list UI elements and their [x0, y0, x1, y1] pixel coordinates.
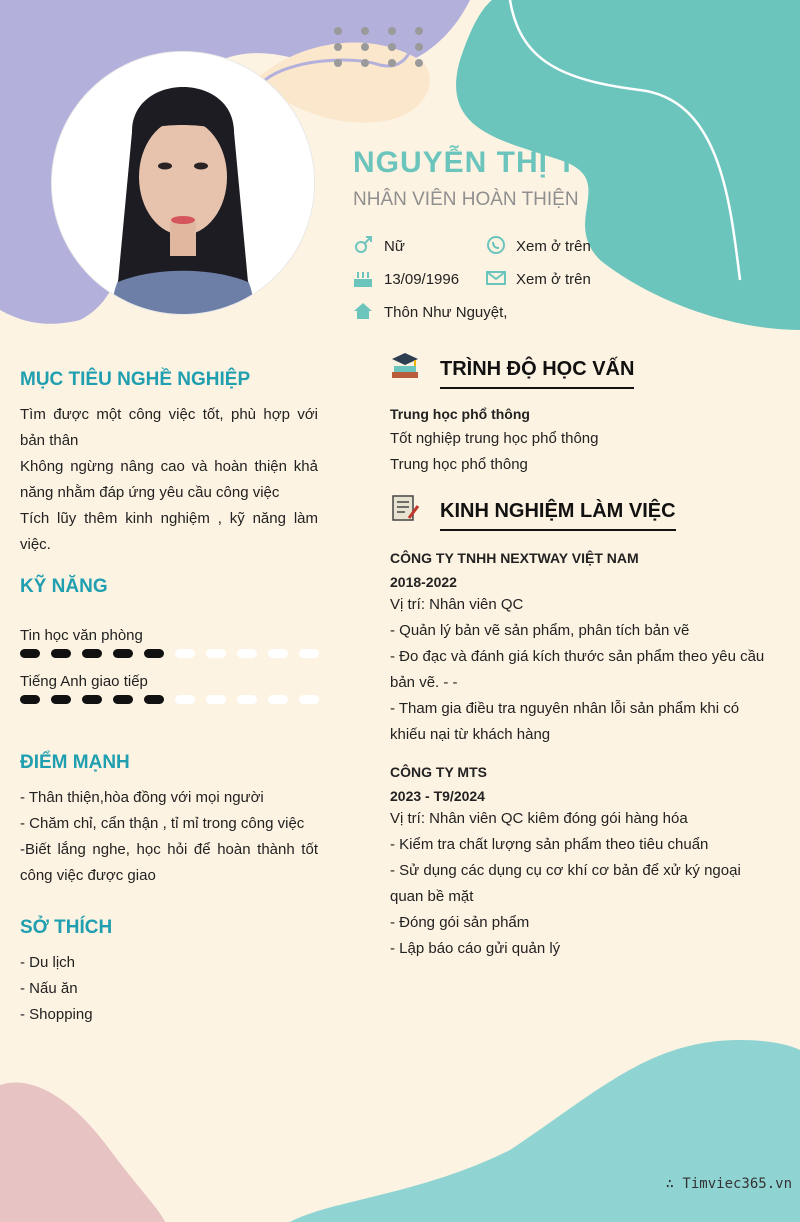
email-value: Xem ở trên: [516, 271, 591, 288]
gender-value: Nữ: [384, 238, 405, 255]
skill-dot-empty: [299, 695, 319, 704]
education-school: Trung học phổ thông: [390, 406, 530, 422]
job-line: - Sử dụng các dụng cụ cơ khí cơ bản để xử ký ngoại quan bề mặt: [390, 862, 741, 905]
teal-bottom-blob: [290, 1040, 800, 1222]
address-value: Thôn Như Nguyệt,: [384, 304, 508, 321]
skill-dot-empty: [175, 695, 195, 704]
job-title: NHÂN VIÊN HOÀN THIỆN: [353, 189, 579, 210]
job-line: Vị trí: Nhân viên QC: [390, 596, 524, 613]
skill-dot-empty: [299, 649, 319, 658]
skill-dot-filled: [51, 695, 71, 704]
skills-title: KỸ NĂNG: [20, 576, 108, 597]
education-icon: [389, 350, 421, 382]
skill-dot-filled: [20, 649, 40, 658]
skill-rating: [20, 695, 319, 704]
job-line: - Quản lý bản vẽ sản phẩm, phân tích bản vẽ: [390, 622, 690, 639]
phone-value: Xem ở trên: [516, 238, 591, 255]
job-period: 2018-2022: [390, 574, 457, 590]
phone-icon: [485, 234, 507, 256]
objective-line: Tích lũy thêm kinh nghiệm , kỹ năng làm việc.: [20, 510, 318, 553]
hobbies-title: SỞ THÍCH: [20, 917, 113, 938]
job-line: - Đóng gói sản phẩm: [390, 914, 530, 931]
education-details: [390, 426, 770, 478]
strengths-title: ĐIỂM MẠNH: [20, 752, 130, 773]
objective-line: Không ngừng nâng cao và hoàn thiện khả năng nhằm đáp ứng yêu cầu công việc: [20, 458, 318, 501]
skill-name: Tin học văn phòng: [20, 627, 143, 644]
skill-dot-empty: [268, 649, 288, 658]
hobby-line: - Shopping: [20, 1006, 93, 1023]
education-title: TRÌNH ĐỘ HỌC VẤN: [440, 358, 634, 389]
skill-dot-filled: [51, 649, 71, 658]
strength-line: -Biết lắng nghe, học hỏi để hoàn thành tốt công việc được giao: [20, 841, 318, 884]
job-line: - Tham gia điều tra nguyên nhân lỗi sản phẩm khi có khiếu nại từ khách hàng: [390, 700, 740, 743]
objective-line: Tìm được một công việc tốt, phù hợp với bản thân: [20, 406, 318, 449]
job-details: [390, 806, 770, 962]
objective-title: MỤC TIÊU NGHỀ NGHIỆP: [20, 369, 251, 390]
experience-icon: [389, 492, 421, 524]
skill-rating: [20, 649, 319, 658]
job-line: Vị trí: Nhân viên QC kiêm đóng gói hàng hóa: [390, 810, 688, 827]
cake-icon: [352, 267, 374, 289]
skill-dot-empty: [237, 649, 257, 658]
skill-dot-filled: [144, 649, 164, 658]
footer-brand: ∴ Timviec365.vn: [665, 1176, 792, 1192]
skill-dot-filled: [20, 695, 40, 704]
skill-dot-filled: [113, 695, 133, 704]
hobby-line: - Du lịch: [20, 954, 76, 971]
education-line: Trung học phổ thông: [390, 456, 528, 473]
experience-title: KINH NGHIỆM LÀM VIỆC: [440, 500, 676, 531]
job-line: - Kiểm tra chất lượng sản phẩm theo tiêu chuẩn: [390, 836, 709, 853]
hobbies-text: [20, 950, 318, 1028]
job-line: - Lập báo cáo gửi quản lý: [390, 940, 561, 957]
skill-dot-empty: [175, 649, 195, 658]
skill-dot-filled: [82, 649, 102, 658]
skill-dot-filled: [113, 649, 133, 658]
education-line: Tốt nghiệp trung học phổ thông: [390, 430, 599, 447]
skill-dot-filled: [82, 695, 102, 704]
job-line: - Đo đạc và đánh giá kích thước sản phẩm theo yêu cầu bản vẽ. - -: [390, 648, 765, 691]
strengths-text: [20, 785, 318, 889]
skill-dot-filled: [144, 695, 164, 704]
job-company: CÔNG TY TNHH NEXTWAY VIỆT NAM: [390, 550, 639, 566]
hobby-line: - Nấu ăn: [20, 980, 78, 997]
job-details: [390, 592, 770, 748]
objective-text: [20, 402, 318, 558]
job-company: CÔNG TY MTS: [390, 764, 487, 780]
skill-dot-empty: [237, 695, 257, 704]
pink-blob: [0, 1083, 165, 1222]
strength-line: - Chăm chỉ, cẩn thận , tỉ mỉ trong công việc: [20, 815, 305, 832]
skill-dot-empty: [268, 695, 288, 704]
skill-dot-empty: [206, 695, 226, 704]
candidate-name: NGUYỄN THỊ TƯ: [353, 146, 603, 179]
job-period: 2023 - T9/2024: [390, 788, 485, 804]
email-icon: [485, 267, 507, 289]
portrait-image: [52, 52, 314, 314]
profile-photo: [52, 52, 314, 314]
strength-line: - Thân thiện,hòa đồng với mọi người: [20, 789, 264, 806]
home-icon: [352, 300, 374, 322]
skill-name: Tiếng Anh giao tiếp: [20, 673, 148, 690]
gender-icon: [352, 234, 374, 256]
skill-dot-empty: [206, 649, 226, 658]
birthdate-value: 13/09/1996: [384, 271, 460, 288]
